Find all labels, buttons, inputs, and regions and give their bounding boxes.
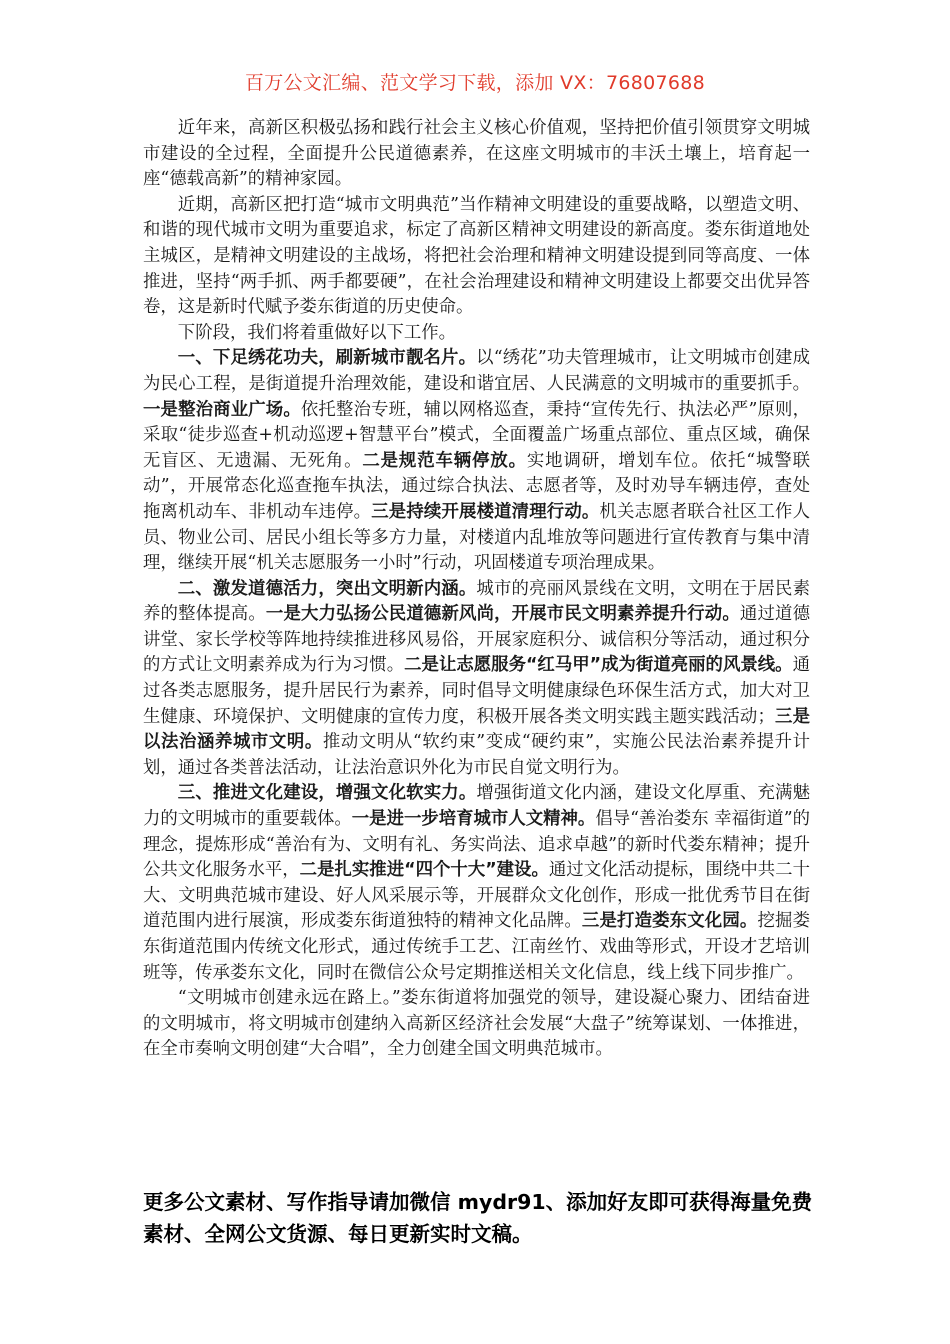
section-2-point-1-text: 通过道德讲堂、家长学校等阵地持续推进移风易俗，开展家庭积分、诚信积分等活动，通过积分的方式让文明素养成为行为习惯。 [143, 604, 810, 676]
article-body [143, 116, 810, 1063]
paragraph-background: 近期，高新区把打造“城市文明典范”当作精神文明建设的重要战略，以塑造文明、和谐的现代城市文明为重要追求，标定了高新区精神文明建设的新高度。娄东街道地处主城区，是精神文明建设的主战场，将把社会治理和精神文明建设提到同等高度、一体推进，坚持“两手抓、两手都要硬”，在社会治理建设和精神文明建设上都要交出优异答卷，这是新时代赋予娄东街道的历史使命。 [143, 194, 810, 318]
section-3-point-1-text: 倡导“善治娄东 幸福街道”的理念，提炼形成“善治有为、文明有礼、务实尚法、追求卓越”的新时代娄东精神；提升公共文化服务水平， [143, 809, 810, 881]
section-3-point-3-text: 挖掘娄东街道范围内传统文化形式，通过传统手工艺、江南丝竹、戏曲等形式，开设才艺培训班等，传承娄东文化，同时在微信公众号定期推送相关文化信息，线上线下同步推广。 [143, 911, 810, 983]
section-3-text: 增强街道文化内涵，建设文化厚重、充满魅力的文明城市的重要载体。 [143, 783, 810, 830]
section-1 [143, 346, 810, 576]
paragraph-closing: “文明城市创建永远在路上。”娄东街道将加强党的领导，建设凝心聚力、团结奋进的文明城市，将文明城市创建纳入高新区经济社会发展“大盘子”统筹谋划、一体推进，在全市奏响文明创建“大合唱”，全力创建全国文明典范城市。 [143, 988, 810, 1060]
section-2-point-2: 二是让志愿服务“红马甲”成为街道亮丽的风景线。 [404, 655, 793, 676]
section-3-point-3: 三是打造娄东文化园。 [581, 911, 758, 932]
section-1-point-1: 一是整治商业广场。 [143, 399, 301, 420]
section-2 [143, 577, 810, 782]
section-2-point-1: 一是大力弘扬公民道德新风尚，开展市民文明素养提升行动。 [265, 604, 740, 625]
section-3-point-2: 二是扎实推进“四个十大”建设。 [299, 860, 549, 881]
section-1-point-2-text: 实地调研，增划车位。依托“城警联动”，开展常态化巡查拖车执法，通过综合执法、志愿者等，及时劝导车辆违停，查处拖离机动车、非机动车违停。 [143, 450, 810, 522]
header-banner: 百万公文汇编、范文学习下载，添加 VX：76807688 [244, 72, 706, 94]
section-3 [143, 781, 810, 986]
section-2-heading: 二、激发道德活力，突出文明新内涵。 [177, 578, 477, 599]
section-2-point-3-text: 推动文明从“软约束”变成“硬约束”，实施公民法治素养提升计划，通过各类普法活动，让法治意识外化为市民自觉文明行为。 [143, 732, 810, 778]
section-1-point-3-text: 机关志愿者联合社区工作人员、物业公司、居民小组长等多方力量，对楼道内乱堆放等问题进行宣传教育与集中清理，继续开展“机关志愿服务一小时”行动，巩固楼道专项治理成果。 [143, 501, 810, 574]
paragraph-next-steps: 下阶段，我们将着重做好以下工作。 [177, 322, 457, 343]
footer-ad: 更多公文素材、写作指导请加微信 mydr91、添加好友即可获得海量免费素材、全网公文货源、每日更新实时文稿。 [143, 1190, 813, 1246]
paragraph-intro: 近年来，高新区积极弘扬和践行社会主义核心价值观，坚持把价值引领贯穿文明城市建设的全过程，全面提升公民道德素养，在这座文明城市的丰沃土壤上，培育起一座“德载高新”的精神家园。 [143, 118, 810, 190]
section-2-point-3: 三是以法治涵养城市文明。 [143, 706, 810, 753]
section-2-point-2-text: 通过各类志愿服务，提升居民行为素养，同时倡导文明健康绿色环保生活方式，加大对卫生健康、环境保护、文明健康的宣传力度，积极开展各类文明实践主题实践活动； [143, 655, 810, 727]
section-3-point-2-text: 通过文化活动提标，围绕中共二十大、文明典范城市建设、好人风采展示等，开展群众文化创作，形成一批优秀节目在街道范围内进行展演，形成娄东街道独特的精神文化品牌。 [143, 860, 810, 932]
section-1-point-1-text: 依托整治专班，辅以网格巡查，秉持“宣传先行、执法必严”原则，采取“徒步巡查+机动巡逻+智慧平台”模式，全面覆盖广场重点部位、重点区域，确保无盲区、无遗漏、无死角。 [143, 399, 810, 471]
section-2-text: 城市的亮丽风景线在文明，文明在于居民素养的整体提高。 [143, 578, 810, 625]
section-1-point-2: 二是规范车辆停放。 [362, 450, 527, 471]
section-3-heading: 三、推进文化建设，增强文化软实力。 [177, 783, 477, 804]
section-1-point-3: 三是持续开展楼道清理行动。 [371, 501, 600, 522]
section-1-heading: 一、下足绣花功夫，刷新城市靓名片。 [177, 348, 477, 369]
section-3-point-1: 一是进一步培育城市人文精神。 [351, 809, 596, 830]
section-1-text: 以“绣花”功夫管理城市，让文明城市创建成为民心工程，是街道提升治理效能，建设和谐宜居、人民满意的文明城市的重要抓手。 [143, 348, 810, 394]
